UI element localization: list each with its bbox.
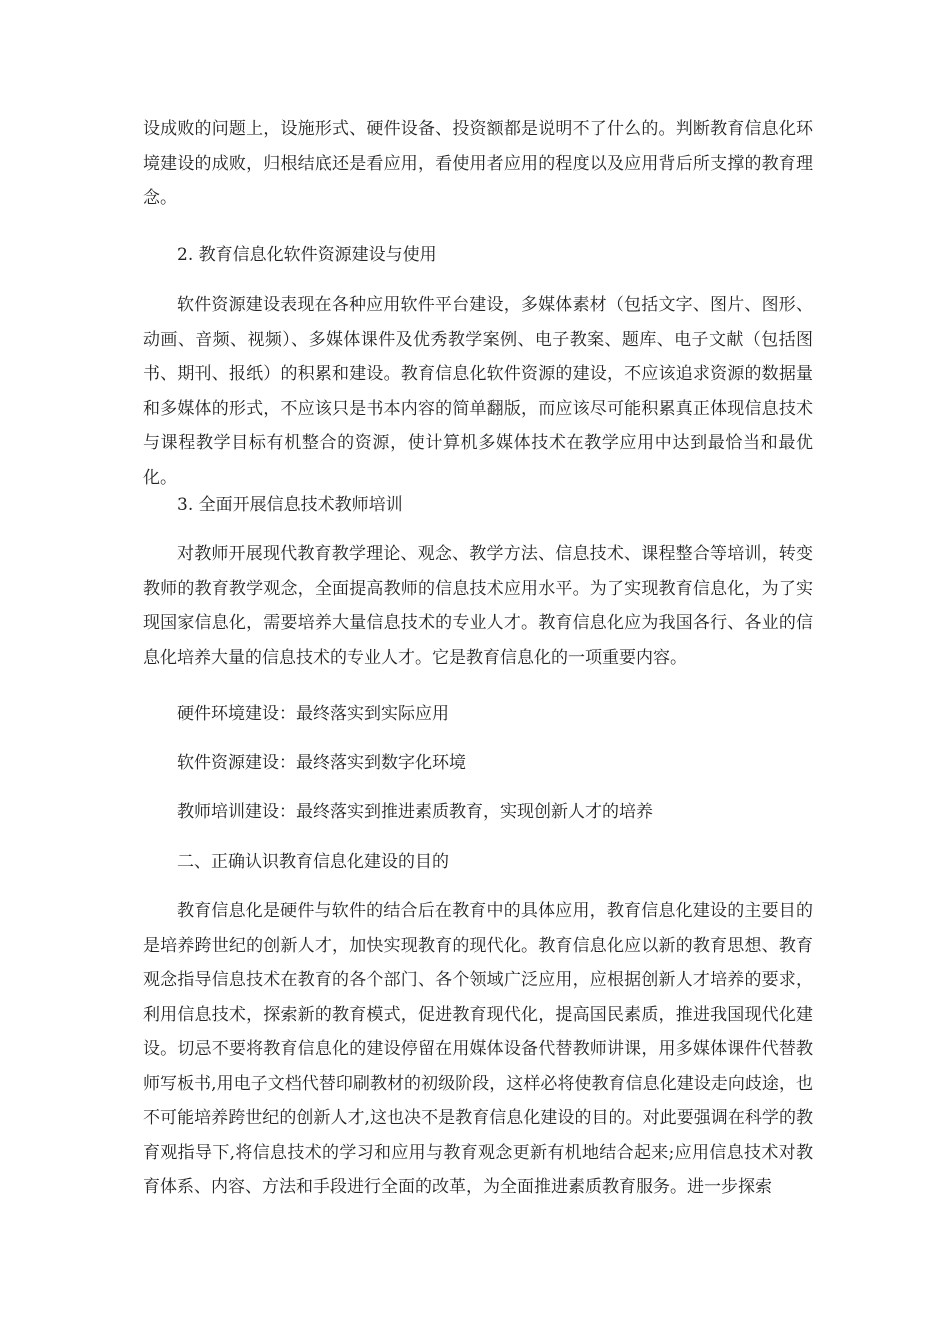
subsection-heading-software: 2. 教育信息化软件资源建设与使用 <box>177 245 437 265</box>
training-paragraph: 对教师开展现代教育教学理论、观念、教学方法、信息技术、课程整合等培训，转变教师的教育教学观念，全面提高教师的信息技术应用水平。为了实现教育信息化，为了实现国家信息化，需要培养大量信息技术的专业人才。教育信息化应为我国各行、各业的信息化培养大量的信息技术的专业人才。它是教育信息化的一项重要内容。 <box>143 544 813 668</box>
section-title-purpose: 二、正确认识教育信息化建设的目的 <box>177 852 449 872</box>
summary-line-teacher: 教师培训建设：最终落实到推进素质教育，实现创新人才的培养 <box>177 802 653 822</box>
intro-paragraph: 设成败的问题上，设施形式、硬件设备、投资额都是说明不了什么的。判断教育信息化环境建设的成败，归根结底还是看应用，看使用者应用的程度以及应用背后所支撑的教育理念。 <box>143 119 813 208</box>
purpose-paragraph: 教育信息化是硬件与软件的结合后在教育中的具体应用，教育信息化建设的主要目的是培养跨世纪的创新人才，加快实现教育的现代化。教育信息化应以新的教育思想、教育观念指导信息技术在教育的各个部门、各个领域广泛应用，应根据创新人才培养的要求，利用信息技术，探索新的教育模式，促进教育现代化，提高国民素质，推进我国现代化建设。切忌不要将教育信息化的建设停留在用媒体设备代替教师讲课，用多媒体课件代替教师写板书,用电子文档代替印刷教材的初级阶段，这样必将使教育信息化建设走向歧途，也不可能培养跨世纪的创新人才,这也决不是教育信息化建设的目的。对此要强调在科学的教育观指导下,将信息技术的学习和应用与教育观念更新有机地结合起来;应用信息技术对教育体系、内容、方法和手段进行全面的改革，为全面推进素质教育服务。进一步探索 <box>143 901 813 1197</box>
subsection-heading-training: 3. 全面开展信息技术教师培训 <box>177 495 403 515</box>
software-paragraph: 软件资源建设表现在各种应用软件平台建设，多媒体素材（包括文字、图片、图形、动画、音频、视频）、多媒体课件及优秀教学案例、电子教案、题库、电子文献（包括图书、期刊、报纸）的积累和建设。教育信息化软件资源的建设，不应该追求资源的数据量和多媒体的形式，不应该只是书本内容的简单翻版，而应该尽可能积累真正体现信息技术与课程教学目标有机整合的资源，使计算机多媒体技术在教学应用中达到最恰当和最优化。 <box>143 295 813 488</box>
summary-line-hardware: 硬件环境建设：最终落实到实际应用 <box>177 704 449 724</box>
summary-line-software: 软件资源建设：最终落实到数字化环境 <box>177 753 466 773</box>
